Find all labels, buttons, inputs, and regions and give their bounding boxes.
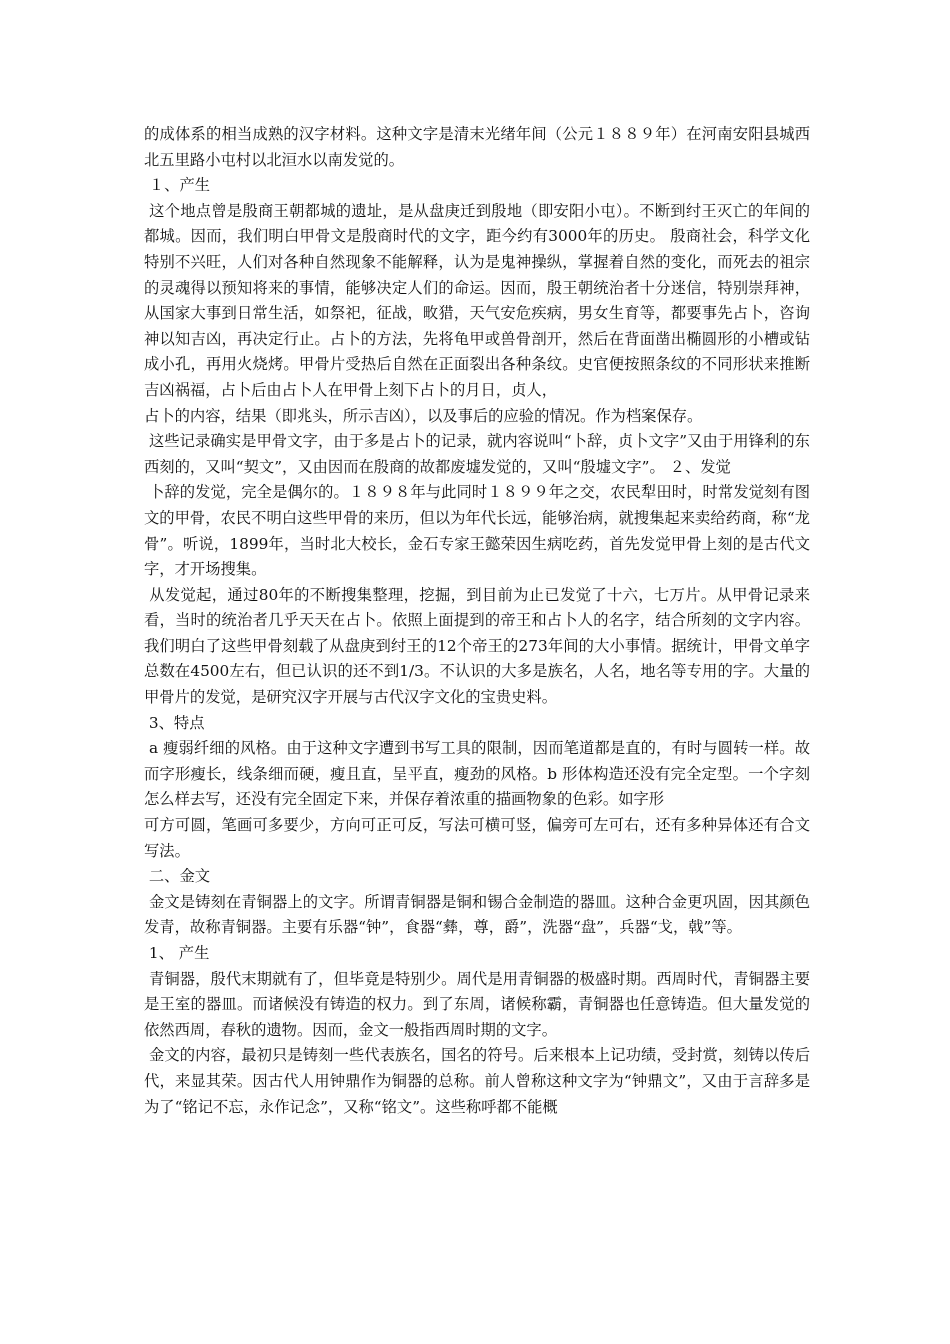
paragraph: 金文的内容，最初只是铸刻一些代表族名，国名的符号。后来根本上记功绩，受封赏，刻铸以传后代，来显其荣。因古代人用钟鼎作为铜器的总称。前人曾称这种文字为“钟鼎文”，又由于言辞多是为了“铭记不忘，永作记念”，又称“铭文”。这些称呼都不能概 <box>144 1046 810 1116</box>
paragraph: a 瘦弱纤细的风格。由于这种文字遭到书写工具的限制，因而笔道都是直的，有时与圆转一样。故而字形瘦长，线条细而硬，瘦且直，呈平直，瘦劲的风格。b 形体构造还没有完全定型。一个字刻怎么样去写，还没有完全固定下来，并保存着浓重的描画物象的色彩。如字形 <box>144 739 810 809</box>
paragraph: 这个地点曾是殷商王朝都城的遗址，是从盘庚迁到殷地（即安阳小屯）。不断到纣王灭亡的年间的都城。因而，我们明白甲骨文是殷商时代的文字，距今约有3000年的历史。 殷商社会，科学文化特别不兴旺，人们对各种自然现象不能解释，认为是鬼神操纵，掌握着自然的变化，而死去的祖宗的灵魂得以预知将来的事情，能够决定人们的命运。因而，殷王朝统治者十分迷信，特别崇拜神，从国家大事到日常生活，如祭祀，征战，畋猎，天气安危疾病，男女生育等，都要事先占卜，咨询神以知吉凶，再决定行止。占卜的方法，先将龟甲或兽骨剖开，然后在背面凿出椭圆形的小槽或钻成小孔，再用火烧烤。甲骨片受热后自然在正面裂出各种条纹。史官便按照条纹的不同形状来推断吉凶祸福，占卜后由占卜人在甲骨上刻下占卜的月日，贞人， <box>144 201 810 399</box>
paragraph: 的成体系的相当成熟的汉字材料。这种文字是清末光绪年间（公元１８８９年）在河南安阳县城西北五里路小屯村以北洹水以南发觉的。 <box>144 125 810 169</box>
paragraph: 从发觉起，通过80年的不断搜集整理，挖掘，到目前为止已发觉了十六，七万片。从甲骨记录来看，当时的统治者几乎天天在占卜。依照上面提到的帝王和占卜人的名字，结合所刻的文字内容。我们明白了这些甲骨刻载了从盘庚到纣王的12个帝王的273年间的大小事情。据统计，甲骨文单字总数在4500左右，但已认识的还不到1/3。不认识的大多是族名，人名，地名等专用的字。大量的甲骨片的发觉，是研究汉字开展与古代汉字文化的宝贵史料。 <box>144 585 810 707</box>
section-heading: 二、金文 <box>144 867 211 886</box>
paragraph: 青铜器，殷代末期就有了，但毕竟是特别少。周代是用青铜器的极盛时期。西周时代，青铜器主要是王室的器皿。而诸候没有铸造的权力。到了东周，诸候称霸，青铜器也任意铸造。但大量发觉的依然西周，春秋的遗物。因而，金文一般指西周时期的文字。 <box>144 969 810 1039</box>
section-heading: １、产生 <box>144 176 211 195</box>
paragraph: 占卜的内容，结果（即兆头，所示吉凶），以及事后的应验的情况。作为档案保存。 <box>144 406 703 425</box>
paragraph: 可方可圆，笔画可多要少，方向可正可反，写法可横可竖，偏旁可左可右，还有多种异体还有合文写法。 <box>144 816 810 860</box>
document-body <box>144 122 810 1120</box>
section-heading: 3、特点 <box>144 713 205 732</box>
section-heading: 1、 产生 <box>144 944 210 962</box>
paragraph: 金文是铸刻在青铜器上的文字。所谓青铜器是铜和锡合金制造的器皿。这种合金更巩固，因其颜色发青，故称青铜器。主要有乐器“钟”，食器“彝，尊，爵”，洗器“盘”，兵器“戈，戟”等。 <box>144 892 810 937</box>
paragraph: 卜辞的发觉，完全是偶尔的。１８９８年与此同时１８９９年之交，农民犁田时，时常发觉刻有图文的甲骨，农民不明白这些甲骨的来历，但以为年代长远，能够治病，就搜集起来卖给药商，称“龙骨”。听说，1899年，当时北大校长，金石专家王懿荣因生病吃药，首先发觉甲骨上刻的是古代文字，才开场搜集。 <box>144 483 810 579</box>
paragraph: 这些记录确实是甲骨文字，由于多是占卜的记录，就内容说叫“卜辞，贞卜文字”又由于用锋利的东西刻的，又叫“契文”，又由因而在殷商的故都废墟发觉的，又叫“殷墟文字”。 ２、发觉 <box>144 432 810 476</box>
